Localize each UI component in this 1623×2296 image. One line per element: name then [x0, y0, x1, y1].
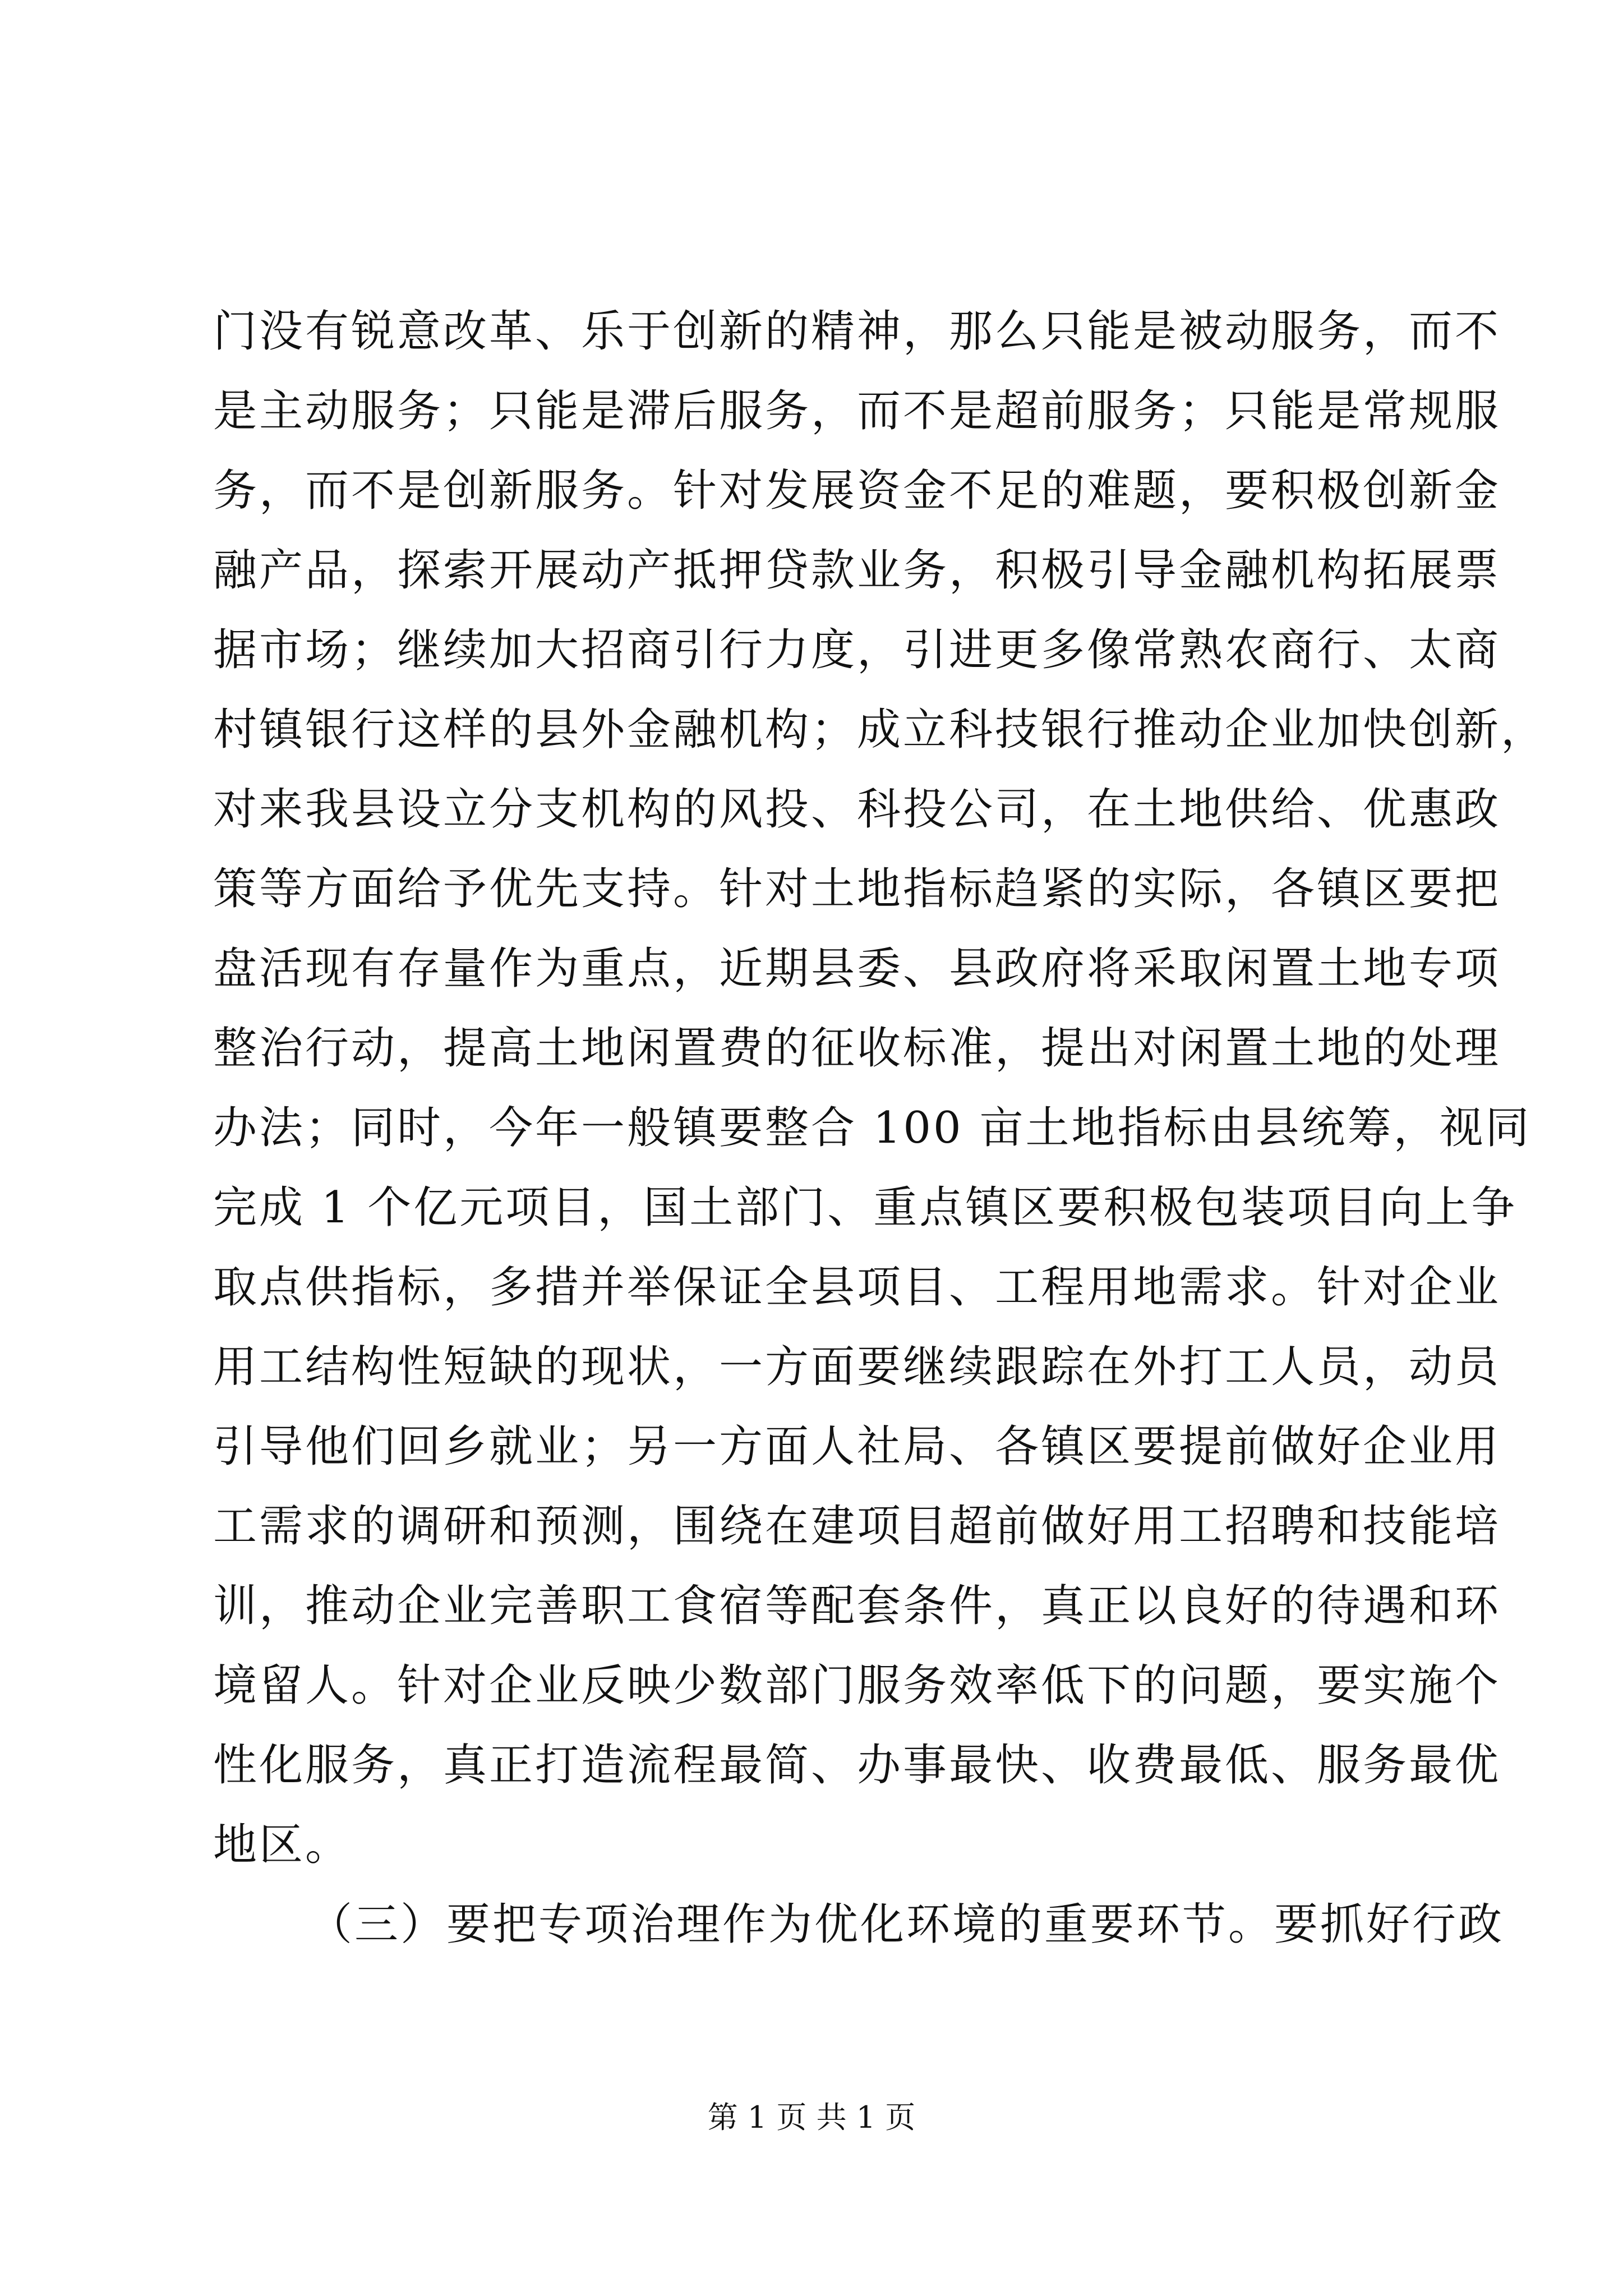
text-line: 取点供指标，多措并举保证全县项目、工程用地需求。针对企业 — [213, 1262, 1501, 1313]
text-line: 村镇银行这样的县外金融机构；成立科技银行推动企业加快创新， — [213, 705, 1547, 755]
text-line: 整治行动，提高土地闲置费的征收标准，提出对闲置土地的处理 — [213, 1023, 1501, 1074]
body-text — [213, 292, 1547, 1964]
text-line: 盘活现有存量作为重点，近期县委、县政府将采取闲置土地专项 — [213, 944, 1501, 994]
text-line: 训，推动企业完善职工食宿等配套条件，真正以良好的待遇和环 — [213, 1581, 1501, 1631]
text-line: 融产品，探索开展动产抵押贷款业务，积极引导金融机构拓展票 — [213, 545, 1501, 596]
text-line: 用工结构性短缺的现状，一方面要继续跟踪在外打工人员，动员 — [213, 1342, 1501, 1392]
text-line: 对来我县设立分支机构的风投、科投公司，在土地供给、优惠政 — [213, 784, 1501, 835]
page-footer: 第 1 页 共 1 页 — [707, 2100, 916, 2135]
text-line: 引导他们回乡就业；另一方面人社局、各镇区要提前做好企业用 — [213, 1421, 1501, 1472]
section-heading-line: （三）要把专项治理作为优化环境的重要环节。要抓好行政 — [308, 1899, 1505, 1950]
text-line: 策等方面给予优先支持。针对土地指标趋紧的实际，各镇区要把 — [213, 864, 1501, 914]
text-line: 性化服务，真正打造流程最简、办事最快、收费最低、服务最优 — [213, 1740, 1501, 1791]
text-line: 工需求的调研和预测，围绕在建项目超前做好用工招聘和技能培 — [213, 1501, 1501, 1552]
text-line: 完成 1 个亿元项目，国土部门、重点镇区要积极包装项目向上争 — [213, 1182, 1518, 1233]
text-line: 是主动服务；只能是滞后服务，而不是超前服务；只能是常规服 — [213, 386, 1501, 436]
text-line: 据市场；继续加大招商引行力度，引进更多像常熟农商行、太商 — [213, 625, 1501, 675]
text-line: 务，而不是创新服务。针对发展资金不足的难题，要积极创新金 — [213, 466, 1501, 516]
text-line: 办法；同时，今年一般镇要整合 100 亩土地指标由县统筹，视同 — [213, 1103, 1532, 1153]
text-line: 境留人。针对企业反映少数部门服务效率低下的问题，要实施个 — [213, 1660, 1501, 1711]
text-line: 地区。 — [213, 1820, 352, 1870]
text-line: 门没有锐意改革、乐于创新的精神，那么只能是被动服务，而不 — [213, 306, 1501, 357]
